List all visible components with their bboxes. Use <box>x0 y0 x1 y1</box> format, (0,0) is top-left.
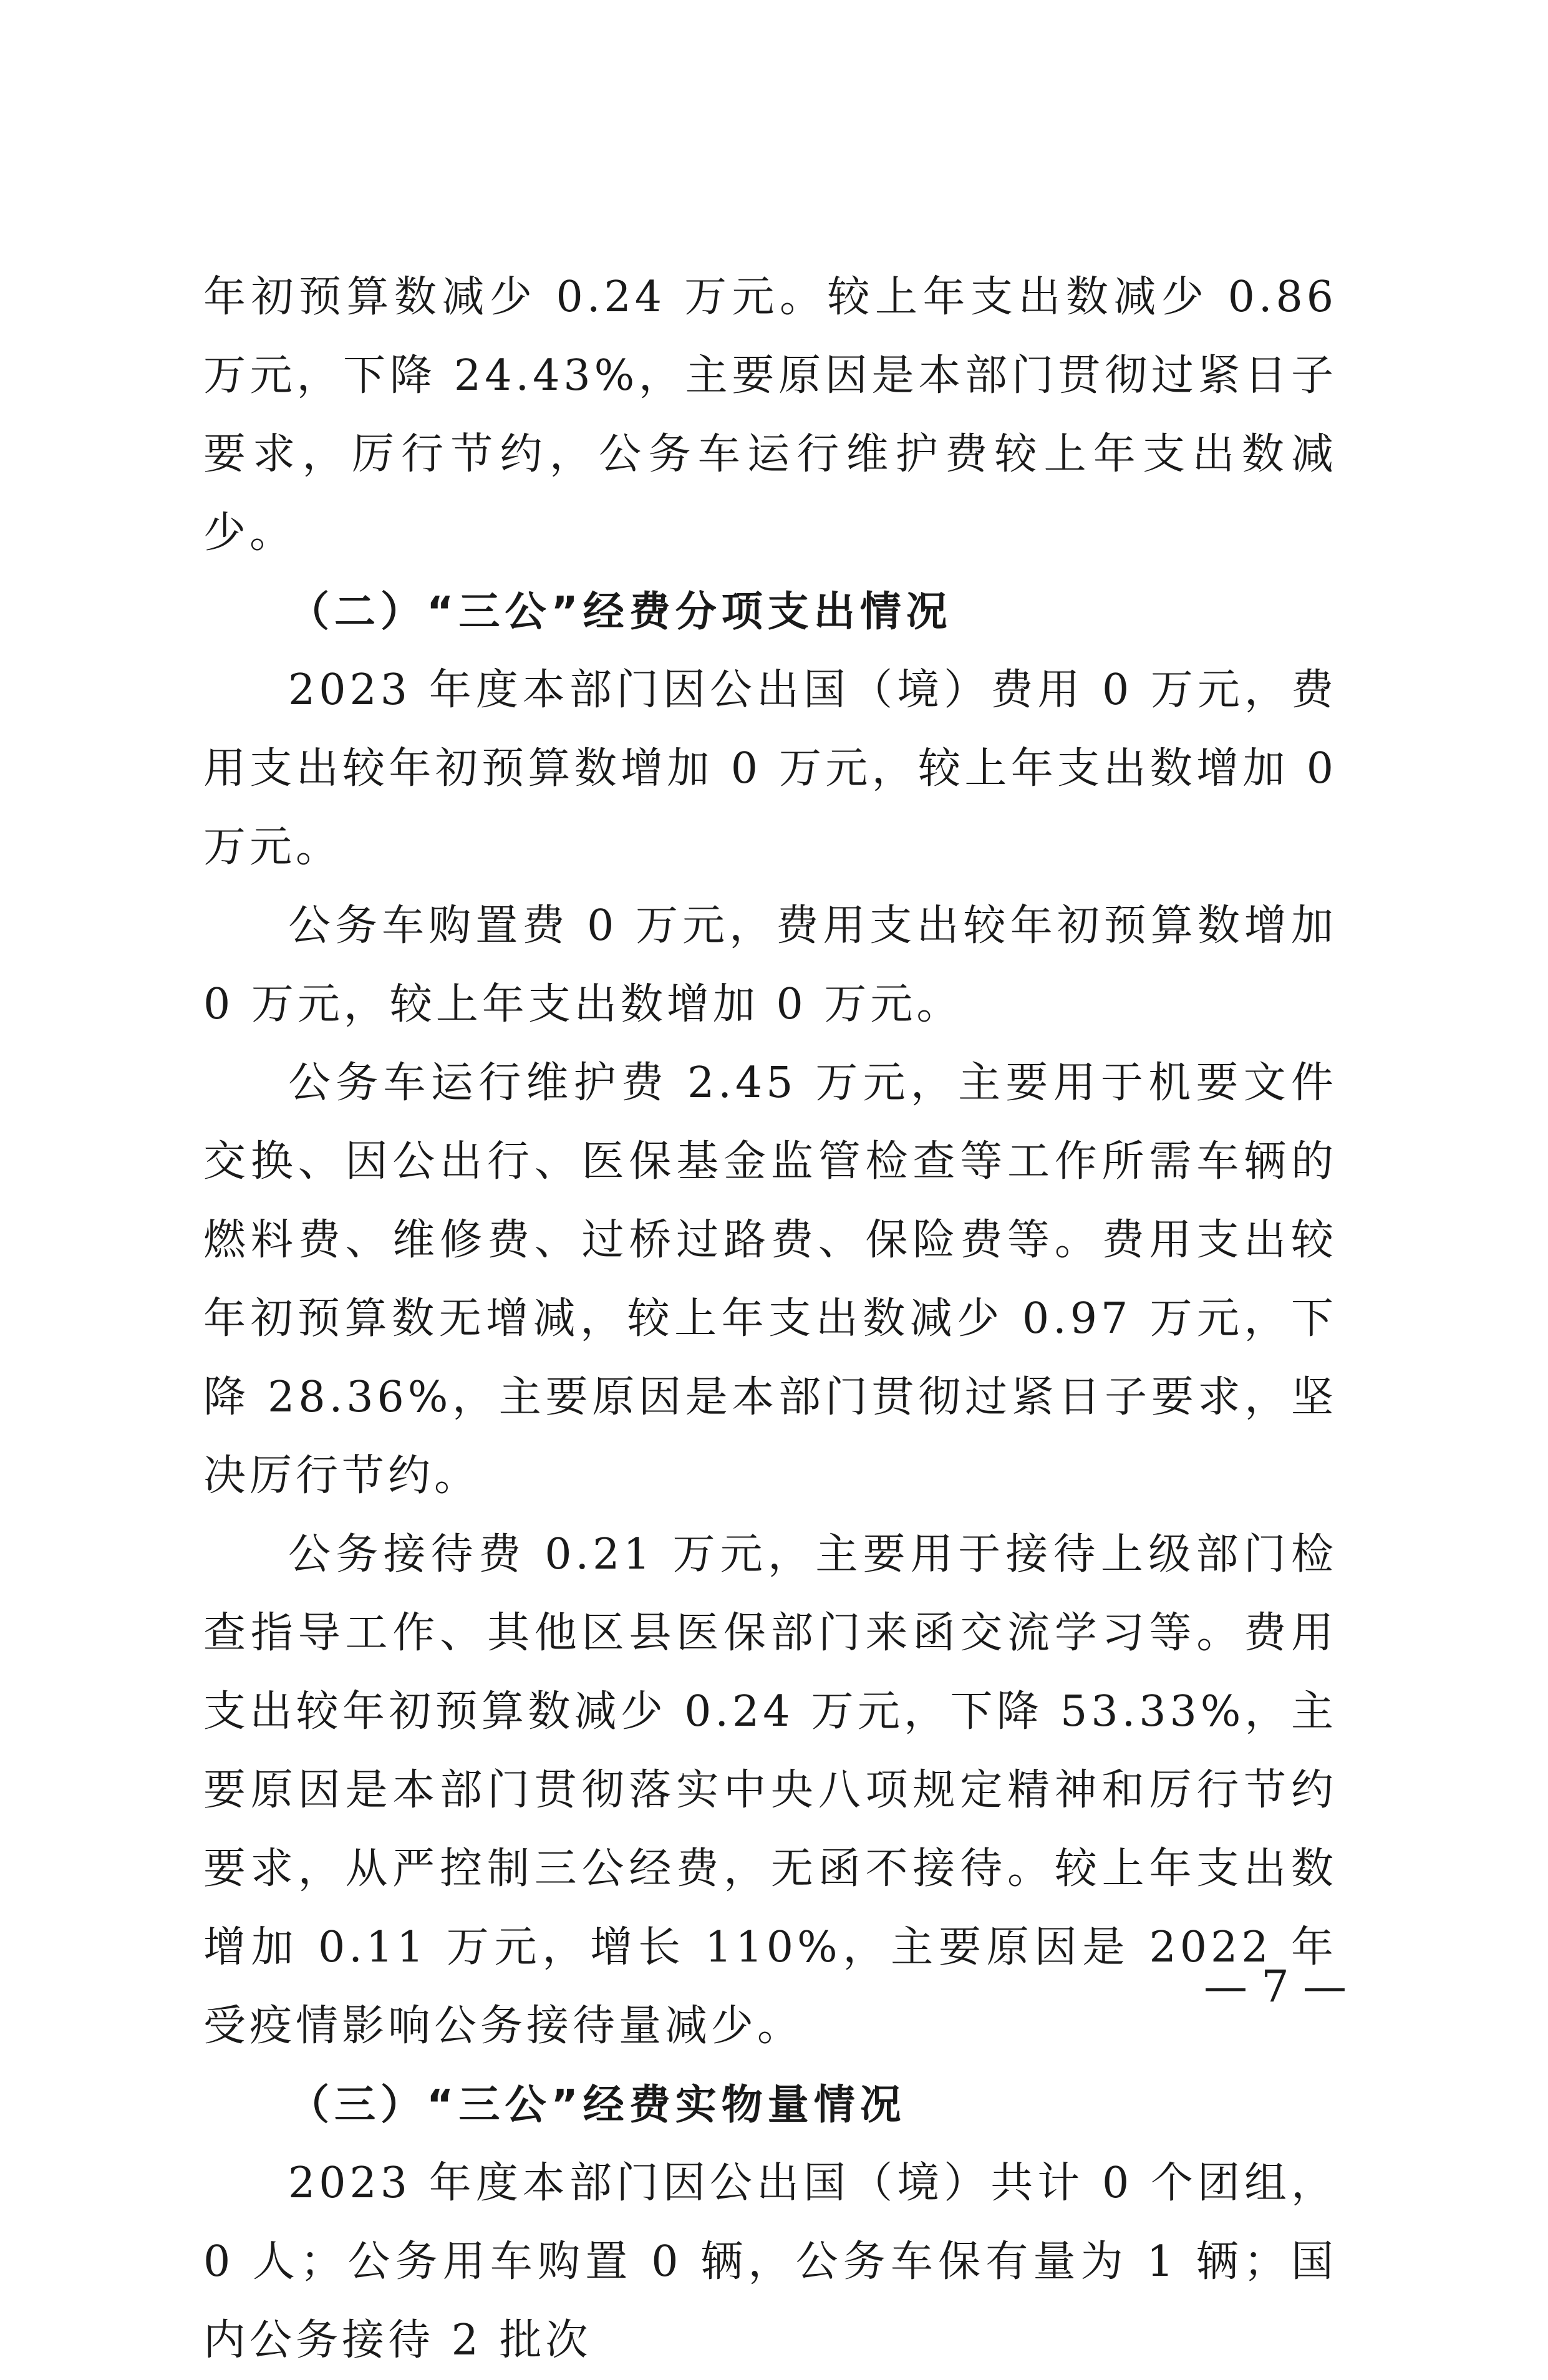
paragraph-reception: 公务接待费 0.21 万元，主要用于接待上级部门检查指导工作、其他区县医保部门来函交流学习等。费用支出较年初预算数减少 0.24 万元，下降 53.33%，主要原因是本部门贯彻落实中央八项规定精神和厉行节约要求，从严控制三公经费，无函不接待。较上年支出数增加 0.11 万元，增长 110%，主要原因是 2022 年受疫情影响公务接待量减少。 <box>203 1530 1337 2051</box>
paragraph-vehicle-purchase: 公务车购置费 0 万元，费用支出较年初预算数增加 0 万元，较上年支出数增加 0 万元。 <box>203 901 1337 1029</box>
paragraph-physical-quantities: 2023 年度本部门因公出国（境）共计 0 个团组，0 人；公务用车购置 0 辆，公务车保有量为 1 辆；国内公务接待 2 批次 <box>203 2159 1337 2365</box>
paragraph-overseas-travel: 2023 年度本部门因公出国（境）费用 0 万元，费用支出较年初预算数增加 0 万元，较上年支出数增加 0 万元。 <box>203 665 1337 872</box>
paragraph-vehicle-maintenance: 公务车运行维护费 2.45 万元，主要用于机要文件交换、因公出行、医保基金监管检查等工作所需车辆的燃料费、维修费、过桥过路费、保险费等。费用支出较年初预算数无增减，较上年支出数减少 0.97 万元，下降 28.36%，主要原因是本部门贯彻过紧日子要求，坚决厉行节约。 <box>203 1058 1337 1501</box>
section-heading-2: （二）“三公”经费分项支出情况 <box>288 588 952 636</box>
paragraph-continuation: 年初预算数减少 0.24 万元。较上年支出数减少 0.86 万元，下降 24.43%，主要原因是本部门贯彻过紧日子要求，厉行节约，公务车运行维护费较上年支出数减少。 <box>203 273 1337 558</box>
document-body <box>203 258 1337 2380</box>
section-heading-3: （三）“三公”经费实物量情况 <box>288 2081 906 2129</box>
page-number: — 7 — <box>1204 1961 1347 2012</box>
